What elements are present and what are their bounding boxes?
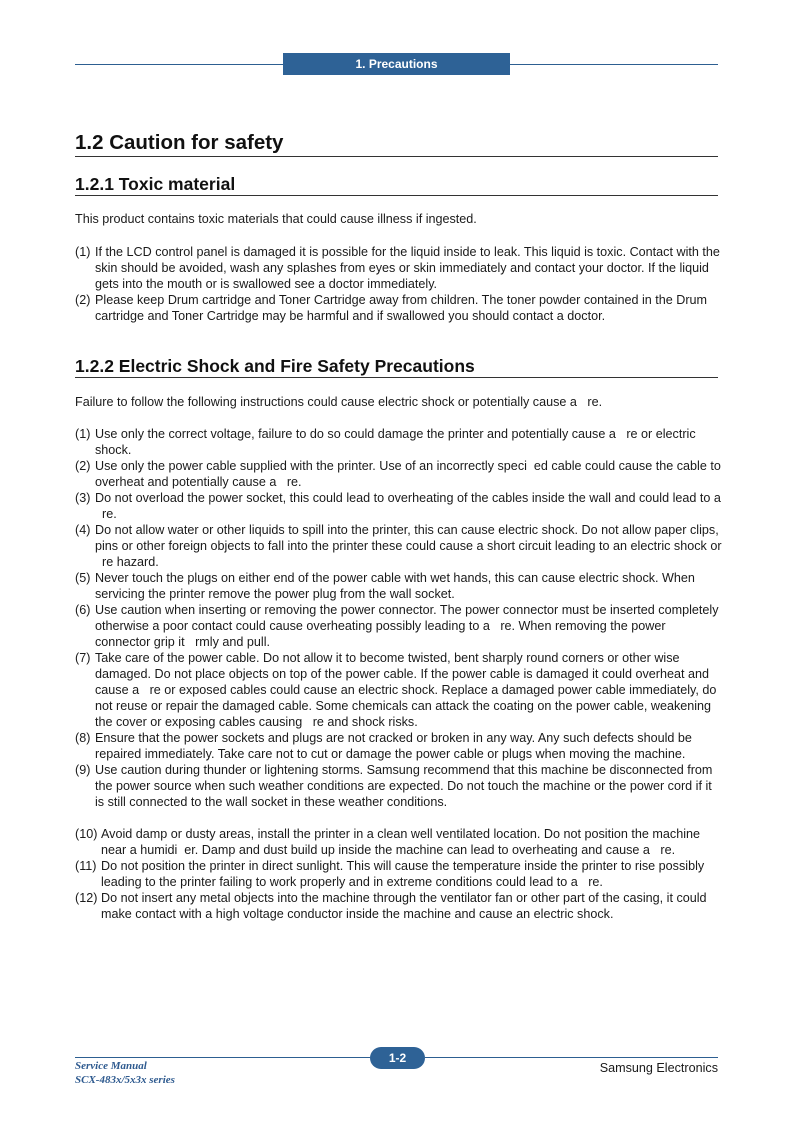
item-text: Do not insert any metal objects into the machine through the ventilator fan or other part of the casing, it could make contact with a high voltage conductor inside the machine and cause an electric shock. (101, 891, 707, 921)
list-item (75, 858, 723, 890)
manual-model: SCX-483x/5x3x series (75, 1074, 175, 1086)
list-item (75, 426, 723, 458)
item-text: Never touch the plugs on either end of the power cable with wet hands, this can cause electric shock. When servicing the printer remove the power plug from the wall socket. (95, 571, 695, 601)
item-number: (8) (75, 731, 91, 745)
item-text: Please keep Drum cartridge and Toner Cartridge away from children. The toner powder contained in the Drum cartridge and Toner Cartridge may be harmful and if swallowed you should contact a doctor. (95, 293, 708, 323)
page-title: 1.2 Caution for safety (75, 131, 718, 157)
item-text: Ensure that the power sockets and plugs are not cracked or broken in any way. Any such defects should be repaired immediately. Take care not to cut or damage the power cable or plugs when moving the machine. (95, 731, 692, 761)
page-number: 1-2 (370, 1047, 425, 1069)
item-number: (2) (75, 459, 91, 473)
electric-list-continued (75, 826, 723, 922)
item-text: Take care of the power cable. Do not allow it to become twisted, bent sharply round corners or other wise damaged. Do not place objects on top of the power cable. If the power cable is damaged it could overheat and cause a re or exposed cables could cause an electric shock. Replace a damaged power cable immediately, do not reuse or repair the damaged cable. Some chemicals can attack the coating on the power cable, weakening the cover or exposing cables causing re and shock risks. (95, 651, 717, 729)
list-item (75, 730, 723, 762)
electric-list (75, 426, 723, 810)
item-text: Do not allow water or other liquids to spill into the printer, this can cause electric shock. Do not allow paper clips, pins or other foreign objects to fall into the printer these could cause a short circuit leading to an electric shock or re hazard. (95, 523, 722, 569)
item-number: (2) (75, 293, 91, 307)
list-item (75, 826, 723, 858)
list-item (75, 244, 723, 292)
item-text: If the LCD control panel is damaged it is possible for the liquid inside to leak. This liquid is toxic. Contact with the skin should be avoided, wash any splashes from eyes or skin immediately and contact your doctor. If the liquid gets into the mouth or is swallowed see a doctor immediately. (95, 245, 720, 291)
electric-safety-heading: 1.2.2 Electric Shock and Fire Safety Precautions (75, 356, 718, 378)
item-text: Do not position the printer in direct sunlight. This will cause the temperature inside the printer to rise possibly leading to the printer failing to work properly and in extreme conditions could lead to a re. (101, 859, 705, 889)
item-number: (1) (75, 245, 91, 259)
item-number: (11) (75, 859, 97, 873)
item-text: Use caution when inserting or removing the power connector. The power connector must be inserted completely otherwise a poor contact could cause overheating possibly leading to a re. When removing the power connector grip it rmly and pull. (95, 603, 719, 649)
list-item (75, 650, 723, 730)
item-number: (9) (75, 763, 91, 777)
list-item (75, 570, 723, 602)
item-text: Use caution during thunder or lightening storms. Samsung recommend that this machine be disconnected from the power source when such weather conditions are expected. Do not touch the machine or the power cord if it is still connected to the wall socket in these weather conditions. (95, 763, 713, 809)
header-rule-left (75, 64, 283, 65)
manual-title: Service Manual (75, 1060, 147, 1072)
item-number: (7) (75, 651, 91, 665)
item-number: (5) (75, 571, 91, 585)
toxic-list (75, 244, 723, 324)
item-text: Use only the correct voltage, failure to do so could damage the printer and potentially cause a re or electric shock. (95, 427, 696, 457)
list-item (75, 292, 723, 324)
list-item (75, 490, 723, 522)
toxic-intro: This product contains toxic materials that could cause illness if ingested. (75, 212, 477, 226)
manual-id (75, 1059, 175, 1087)
electric-intro: Failure to follow the following instructions could cause electric shock or potentially cause a re. (75, 395, 603, 409)
item-number: (4) (75, 523, 91, 537)
footer-rule-right (425, 1057, 718, 1058)
list-item (75, 762, 723, 810)
item-number: (3) (75, 491, 91, 505)
company-name: Samsung Electronics (599, 1061, 718, 1075)
item-text: Use only the power cable supplied with the printer. Use of an incorrectly speci ed cable could cause the cable to overheat and potentially cause a re. (95, 459, 721, 489)
item-number: (6) (75, 603, 91, 617)
item-text: Do not overload the power socket, this could lead to overheating of the cables inside the wall and could lead to a re. (95, 491, 721, 521)
item-text: Avoid damp or dusty areas, install the printer in a clean well ventilated location. Do not position the machine near a humidi er. Damp and dust build up inside the machine can lead to overheating and cause a re. (101, 827, 701, 857)
toxic-material-heading: 1.2.1 Toxic material (75, 174, 718, 196)
list-item (75, 522, 723, 570)
item-number: (1) (75, 427, 91, 441)
footer-rule-left (75, 1057, 370, 1058)
list-item (75, 458, 723, 490)
section-tab: 1. Precautions (283, 53, 510, 75)
item-number: (12) (75, 891, 98, 905)
header-rule-right (510, 64, 718, 65)
list-item (75, 890, 723, 922)
list-item (75, 602, 723, 650)
item-number: (10) (75, 827, 98, 841)
